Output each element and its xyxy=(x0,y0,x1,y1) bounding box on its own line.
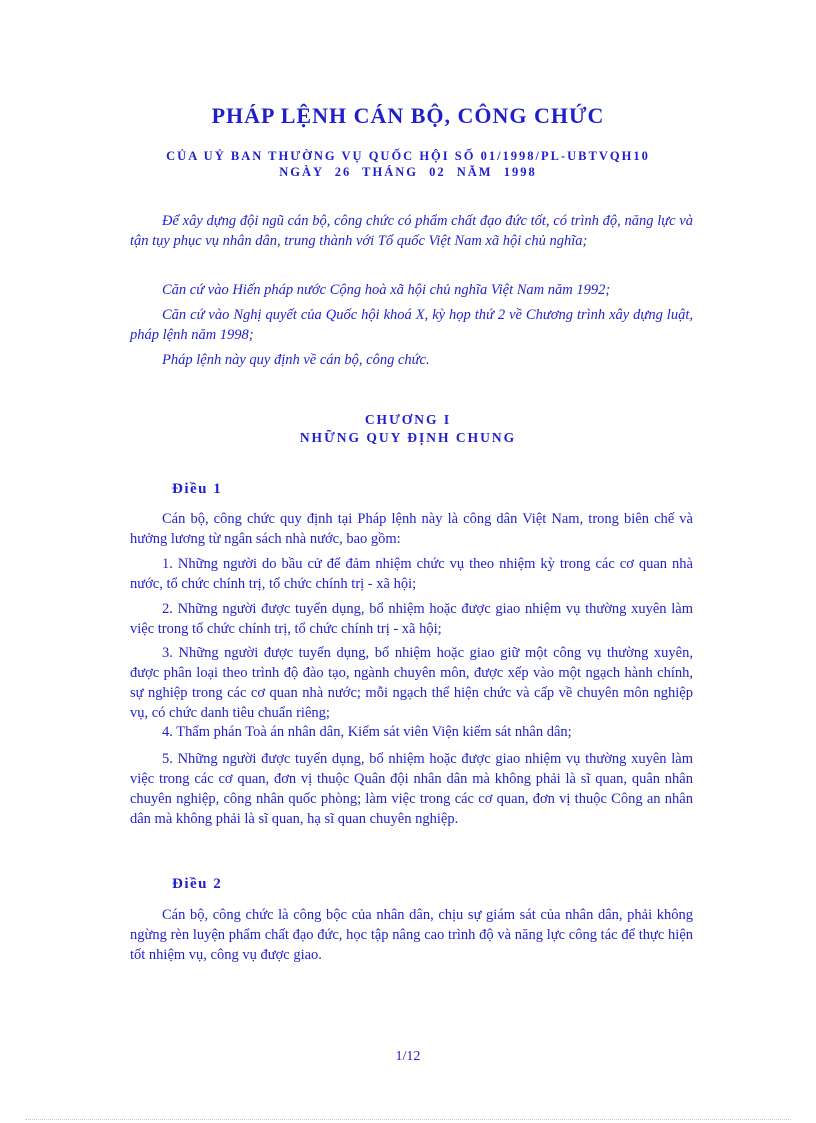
document-title: PHÁP LỆNH CÁN BỘ, CÔNG CHỨC xyxy=(211,103,605,128)
document-subtitle-issuer: CỦA UỶ BAN THƯỜNG VỤ QUỐC HỘI SỐ 01/1998/PL-UBTVQH10 xyxy=(166,149,650,163)
preamble-paragraph: Pháp lệnh này quy định về cán bộ, công chức. xyxy=(162,352,430,368)
article-1-heading: Điều 1 xyxy=(172,481,223,497)
chapter-number: CHƯƠNG I xyxy=(364,412,452,427)
page-number: 1/12 xyxy=(395,1049,421,1064)
article-2-text: Cán bộ, công chức là công bộc của nhân dân, chịu sự giám sát của nhân dân, phải không ngừng rèn luyện phẩm chất đạo đức, học tập nâng cao trình độ và năng lực công tác để thực hiện tốt nhiệm vụ, công vụ được giao. xyxy=(130,907,693,963)
article-2-heading: Điều 2 xyxy=(172,876,223,892)
article-1-intro: Cán bộ, công chức quy định tại Pháp lệnh này là công dân Việt Nam, trong biên chế và hưởng lương từ ngân sách nhà nước, bao gồm: xyxy=(130,511,693,547)
article-1-item: 2. Những người được tuyển dụng, bổ nhiệm hoặc được giao nhiệm vụ thường xuyên làm việc trong tổ chức chính trị, tổ chức chính trị - xã hội; xyxy=(130,601,693,637)
page-divider xyxy=(25,1119,791,1120)
article-1-item: 4. Thẩm phán Toà án nhân dân, Kiểm sát viên Viện kiểm sát nhân dân; xyxy=(162,724,572,740)
preamble-paragraph: Căn cứ vào Nghị quyết của Quốc hội khoá X, kỳ họp thứ 2 về Chương trình xây dựng luật, pháp lệnh năm 1998; xyxy=(130,307,693,343)
chapter-name: NHỮNG QUY ĐỊNH CHUNG xyxy=(299,430,517,445)
article-1-item: 1. Những người do bầu cử để đảm nhiệm chức vụ theo nhiệm kỳ trong các cơ quan nhà nước, tổ chức chính trị, tổ chức chính trị - xã hội; xyxy=(130,556,693,592)
article-1-item: 5. Những người được tuyển dụng, bổ nhiệm hoặc được giao nhiệm vụ thường xuyên làm việc trong các cơ quan, đơn vị thuộc Quân đội nhân dân mà không phải là sĩ quan, quân nhân chuyên nghiệp, công nhân quốc phòng; làm việc trong các cơ quan, đơn vị thuộc Công an nhân dân mà không phải là sĩ quan, hạ sĩ quan chuyên nghiệp. xyxy=(130,751,693,827)
article-1-item: 3. Những người được tuyển dụng, bổ nhiệm hoặc giao giữ một công vụ thường xuyên, được phân loại theo trình độ đào tạo, ngành chuyên môn, được xếp vào một ngạch hành chính, sự nghiệp trong các cơ quan nhà nước; mỗi ngạch thể hiện chức và cấp về chuyên môn nghiệp vụ, có chức danh tiêu chuẩn riêng; xyxy=(130,645,693,721)
preamble-paragraph: Để xây dựng đội ngũ cán bộ, công chức có phẩm chất đạo đức tốt, có trình độ, năng lực và tận tụy phục vụ nhân dân, trung thành với Tổ quốc Việt Nam xã hội chủ nghĩa; xyxy=(130,213,693,249)
document-subtitle-date: NGÀY 26 THÁNG 02 NĂM 1998 xyxy=(279,165,537,179)
preamble-paragraph: Căn cứ vào Hiến pháp nước Cộng hoà xã hội chủ nghĩa Việt Nam năm 1992; xyxy=(162,282,611,298)
